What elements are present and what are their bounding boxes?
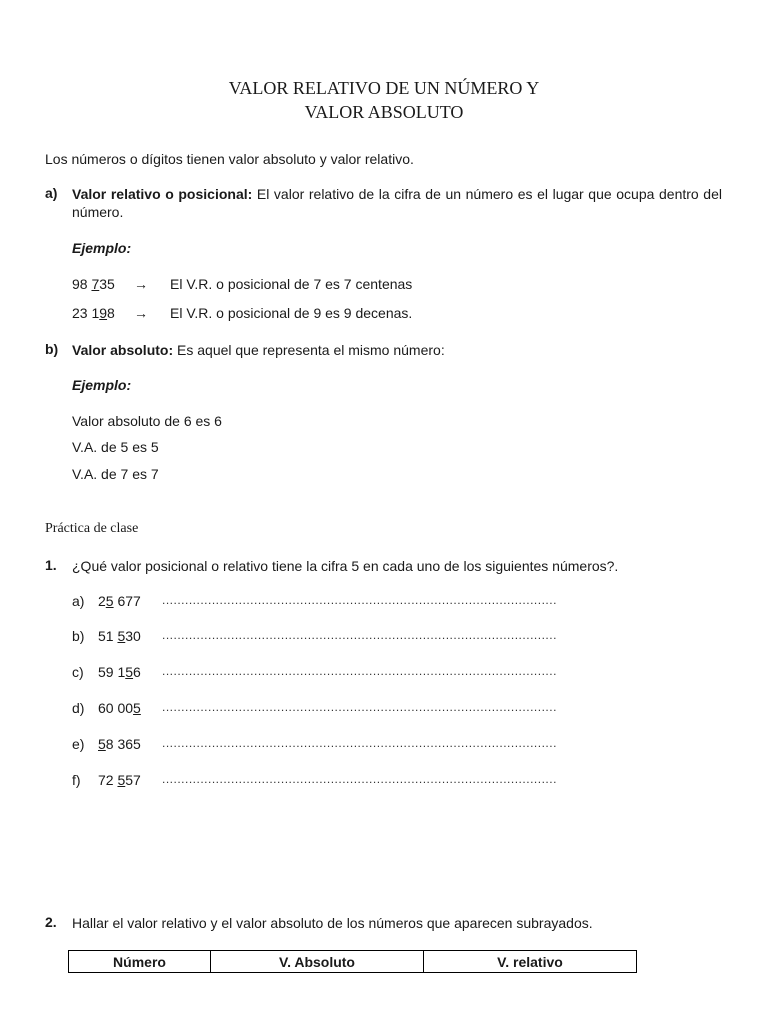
exercise-1-number: 1.	[45, 557, 57, 573]
intro-text: Los números o dígitos tienen valor absoluto y valor relativo.	[45, 151, 414, 167]
answer-blank[interactable]: .......................................................................................................	[162, 736, 557, 750]
item-number: 72 557	[98, 772, 141, 788]
practice-heading: Práctica de clase	[45, 521, 139, 536]
item-label: a)	[72, 593, 85, 609]
section-a-example-label: Ejemplo:	[72, 240, 132, 256]
answer-blank[interactable]: .......................................................................................................	[162, 700, 557, 714]
example-a-desc-1: El V.R. o posicional de 7 es 7 centenas	[170, 276, 413, 292]
title-line-1: VALOR RELATIVO DE UN NÚMERO Y	[228, 78, 540, 98]
exercise-2-number: 2.	[45, 914, 57, 930]
exercise-1-question: ¿Qué valor posicional o relativo tiene la cifra 5 en cada uno de los siguientes números?.	[72, 558, 619, 574]
section-a-text: El valor relativo de la cifra de un número es el lugar que ocupa dentro del número.	[72, 186, 722, 220]
exercise-1-item	[0, 736, 768, 754]
table-header-numero: Número	[69, 951, 211, 973]
item-number: 59 156	[98, 664, 141, 680]
title-line-2: VALOR ABSOLUTO	[304, 102, 464, 122]
item-label: b)	[72, 628, 85, 644]
exercise-1-item	[0, 772, 768, 790]
item-label: f)	[72, 772, 81, 788]
item-number: 25 677	[98, 593, 141, 609]
section-a-marker: a)	[45, 185, 58, 201]
exercise-1-item	[0, 700, 768, 718]
section-b-text: Es aquel que representa el mismo número:	[173, 342, 445, 358]
item-number: 60 005	[98, 700, 141, 716]
item-number: 58 365	[98, 736, 141, 752]
item-number: 51 530	[98, 628, 141, 644]
section-b-paragraph	[72, 341, 445, 359]
example-b-line-2: V.A. de 5 es 5	[72, 439, 159, 455]
table-header-v-absoluto: V. Absoluto	[211, 951, 424, 973]
answer-blank[interactable]: .......................................................................................................	[162, 593, 557, 607]
section-b-heading: Valor absoluto:	[72, 342, 174, 358]
section-a-paragraph	[72, 185, 722, 221]
exercise-1-item	[0, 593, 768, 611]
page-title	[0, 76, 768, 124]
item-label: e)	[72, 736, 85, 752]
exercise-2-question: Hallar el valor relativo y el valor absoluto de los números que aparecen subrayados.	[72, 915, 593, 931]
answer-blank[interactable]: .......................................................................................................	[162, 628, 557, 642]
exercise-1-item	[0, 664, 768, 682]
section-b-marker: b)	[45, 341, 59, 357]
section-a-heading: Valor relativo o posicional:	[72, 186, 253, 202]
example-a-desc-2: El V.R. o posicional de 9 es 9 decenas.	[170, 305, 413, 321]
arrow-icon: →	[134, 276, 148, 292]
answer-blank[interactable]: .......................................................................................................	[162, 772, 557, 786]
example-b-line-1: Valor absoluto de 6 es 6	[72, 413, 222, 429]
example-b-line-3: V.A. de 7 es 7	[72, 466, 159, 482]
example-a-number-1: 98 735	[72, 276, 115, 292]
example-a-number-2: 23 198	[72, 305, 115, 321]
answer-blank[interactable]: .......................................................................................................	[162, 664, 557, 678]
item-label: c)	[72, 664, 84, 680]
table-header-v-relativo: V. relativo	[424, 951, 637, 973]
item-label: d)	[72, 700, 85, 716]
answer-table	[68, 950, 637, 973]
table-header-row	[69, 951, 637, 973]
exercise-1-item	[0, 628, 768, 646]
section-b-example-label: Ejemplo:	[72, 377, 132, 393]
arrow-icon: →	[134, 305, 148, 321]
